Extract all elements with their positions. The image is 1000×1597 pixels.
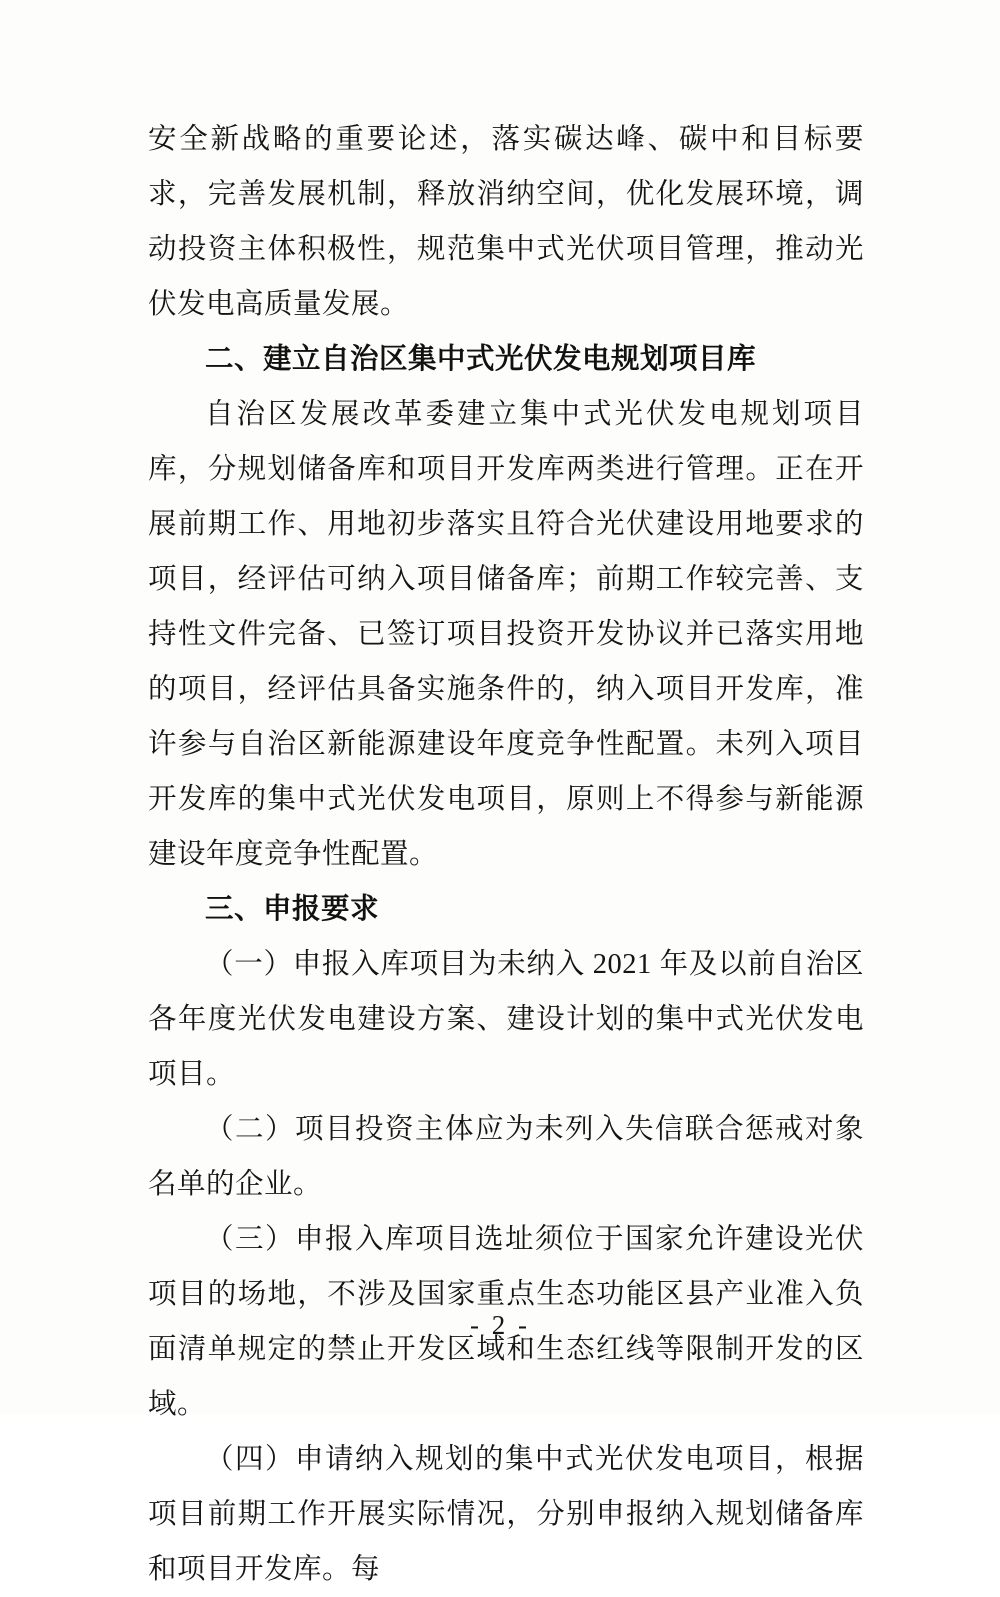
paragraph-continuation: 安全新战略的重要论述，落实碳达峰、碳中和目标要求，完善发展机制，释放消纳空间，优化发展环境，调动投资主体积极性，规范集中式光伏项目管理，推动光伏发电高质量发展。 (148, 124, 864, 320)
document-body (148, 112, 864, 1597)
paragraph-requirement-three: （三）申报入库项目选址须位于国家允许建设光伏项目的场地，不涉及国家重点生态功能区县产业准入负面清单规定的禁止开发区域和生态红线等限制开发的区域。 (148, 1224, 864, 1420)
paragraph-project-library: 自治区发展改革委建立集中式光伏发电规划项目库，分规划储备库和项目开发库两类进行管理。正在开展前期工作、用地初步落实且符合光伏建设用地要求的项目，经评估可纳入项目储备库；前期工作较完善、支持性文件完备、已签订项目投资开发协议并已落实用地的项目，经评估具备实施条件的，纳入项目开发库，准许参与自治区新能源建设年度竞争性配置。未列入项目开发库的集中式光伏发电项目，原则上不得参与新能源建设年度竞争性配置。 (148, 399, 864, 870)
page-number: - 2 - (470, 1310, 530, 1340)
paragraph-requirement-one: （一）申报入库项目为未纳入 2021 年及以前自治区各年度光伏发电建设方案、建设计划的集中式光伏发电项目。 (148, 949, 864, 1090)
page-footer (0, 1310, 1000, 1341)
paragraph-requirement-two: （二）项目投资主体应为未列入失信联合惩戒对象名单的企业。 (148, 1114, 864, 1200)
section-heading-three: 三、申报要求 (205, 893, 380, 925)
paragraph-requirement-four: （四）申请纳入规划的集中式光伏发电项目，根据项目前期工作开展实际情况，分别申报纳入规划储备库和项目开发库。每 (148, 1444, 864, 1585)
section-heading-two: 二、建立自治区集中式光伏发电规划项目库 (205, 343, 757, 375)
